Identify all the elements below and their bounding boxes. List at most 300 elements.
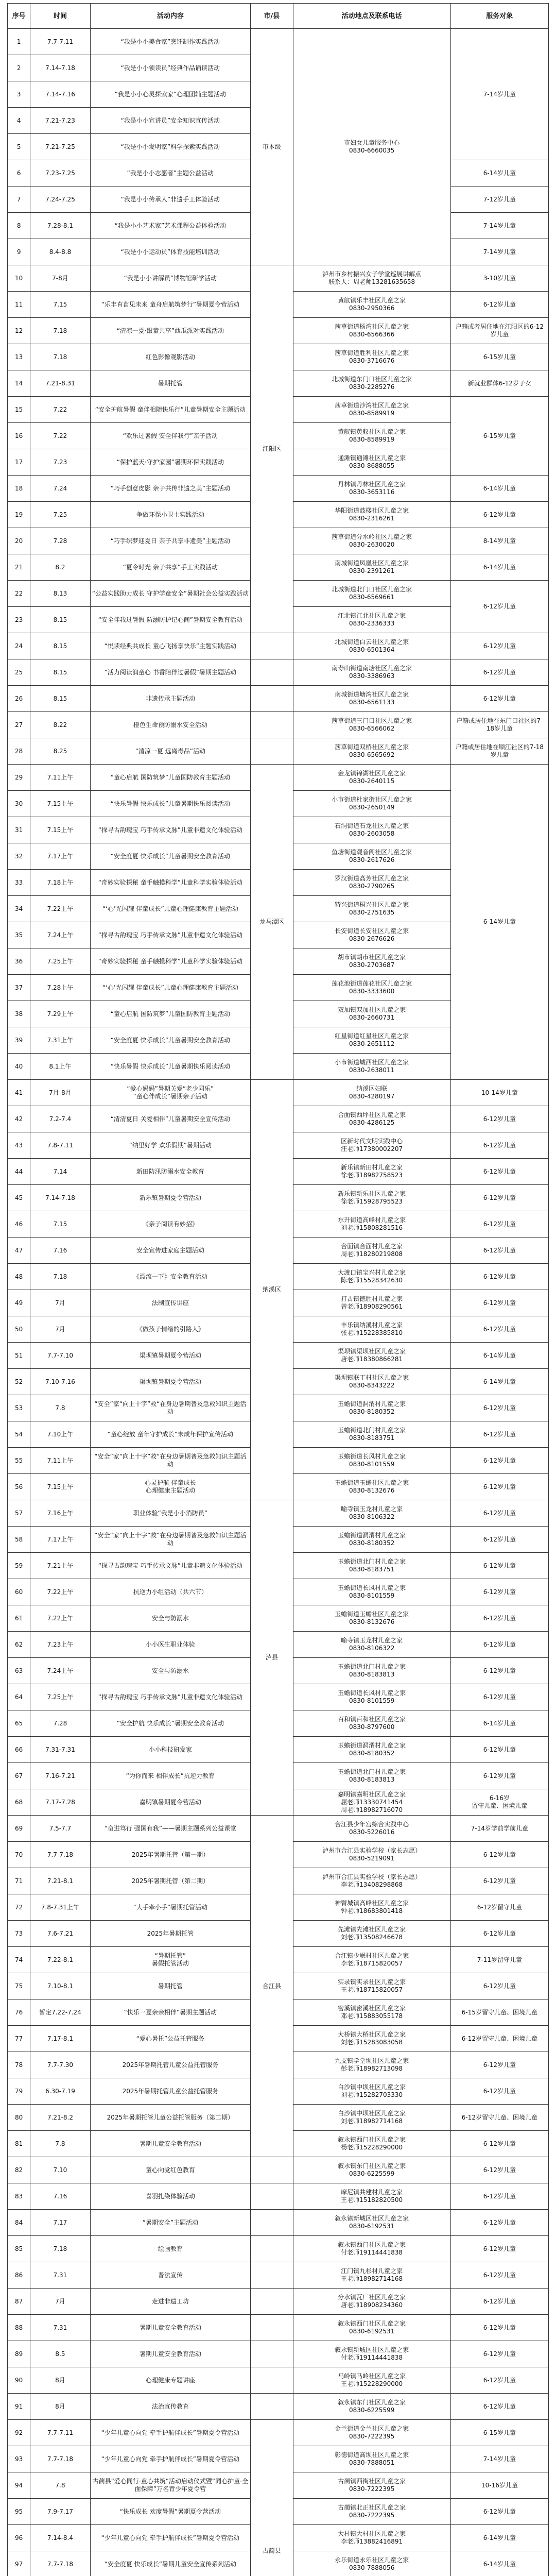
row-target: 6-14岁儿童 bbox=[450, 1343, 548, 1369]
row-content: “爱心暑托”公益托管服务 bbox=[90, 2026, 251, 2052]
table-body bbox=[8, 29, 549, 2576]
row-location: 纳溪区妇联 0830-4280197 bbox=[293, 1080, 450, 1106]
row-number: 90 bbox=[8, 2367, 30, 2394]
row-city bbox=[251, 2341, 293, 2367]
row-content: 职业体验“我是小小消防员” bbox=[90, 1500, 251, 1527]
row-location: 叙永镇西门社区儿童之家 付老师19114441838 bbox=[293, 2236, 450, 2262]
row-time: 7.8 bbox=[30, 2131, 90, 2157]
row-content: 渠坝镇暑期夏令营活动 bbox=[90, 1343, 251, 1369]
row-location: 喻寺镇玉龙村儿童之家 0830-8106322 bbox=[293, 1632, 450, 1658]
row-time: 7.7-7.11 bbox=[30, 29, 90, 55]
row-number: 19 bbox=[8, 502, 30, 528]
row-content: 安全宣传进家庭主题活动 bbox=[90, 1238, 251, 1264]
row-content: “快乐暑假 快乐成长”儿童暑期快乐阅读活动 bbox=[90, 791, 251, 817]
row-target: 6-15岁儿童 bbox=[450, 397, 548, 476]
row-location: 大桥镇大桥社区儿童之家 刘老师15283083058 bbox=[293, 2026, 450, 2052]
row-target: 6-14岁儿童 bbox=[450, 1710, 548, 1737]
row-location: 玉蟾街道玉蟾社区儿童之家 0830-8132676 bbox=[293, 1474, 450, 1500]
row-time: 7.15上午 bbox=[30, 791, 90, 817]
row-target: 户籍或者居住地在江阳区的6-12岁儿童 bbox=[450, 318, 548, 344]
row-target: 6-12岁儿童 bbox=[450, 2289, 548, 2315]
row-location: 白沙镇中坝社区儿童之家 刘老师15282703330 bbox=[293, 2078, 450, 2105]
row-time: 7.23上午 bbox=[30, 1632, 90, 1658]
row-time: 8.25 bbox=[30, 738, 90, 765]
row-time: 7.18 bbox=[30, 344, 90, 370]
table-row bbox=[8, 2183, 549, 2210]
table-row bbox=[8, 712, 549, 738]
row-location: 打古镇德胜村儿童之家 曾老师18908290561 bbox=[293, 1290, 450, 1316]
row-time: 暂定7.22-7.24 bbox=[30, 1999, 90, 2026]
row-number: 22 bbox=[8, 581, 30, 607]
row-city: 合江县 bbox=[251, 1816, 293, 2157]
row-number: 65 bbox=[8, 1710, 30, 1737]
row-number: 79 bbox=[8, 2078, 30, 2105]
row-number: 10 bbox=[8, 265, 30, 292]
row-location: 华阳街道鼓楼社区儿童之家 0830-2316261 bbox=[293, 502, 450, 528]
row-number: 50 bbox=[8, 1316, 30, 1343]
row-content: 暑期托管 bbox=[90, 370, 251, 397]
row-time: 7.23-7.25 bbox=[30, 160, 90, 187]
row-content: 2025年暑期托管（第二期） bbox=[90, 1868, 251, 1894]
row-target: 6-12岁儿童 bbox=[450, 1684, 548, 1710]
row-location: 叙永镇东门社区儿童之家 0830-6225599 bbox=[293, 2157, 450, 2183]
row-time: 7.22上午 bbox=[30, 896, 90, 922]
row-content: 《亲子阅读有妙招》 bbox=[90, 1211, 251, 1238]
row-target: 6-14岁儿童 bbox=[450, 1369, 548, 1395]
row-time: 7.15 bbox=[30, 292, 90, 318]
row-target: 6-12岁儿童 bbox=[450, 581, 548, 633]
row-number: 63 bbox=[8, 1658, 30, 1684]
row-location: 江门镇九杉村儿童之家 王老师18982714168 bbox=[293, 2262, 450, 2289]
row-target: 6-12岁儿童 bbox=[450, 1238, 548, 1264]
row-time: 7.8 bbox=[30, 2472, 90, 2499]
row-target: 7-11岁留守儿童 bbox=[450, 1947, 548, 1973]
row-city bbox=[251, 686, 293, 712]
row-content: “清凉一夏 远离毒品”活动 bbox=[90, 738, 251, 765]
row-number: 59 bbox=[8, 1553, 30, 1579]
row-number: 49 bbox=[8, 1290, 30, 1316]
row-city bbox=[251, 738, 293, 765]
row-target: 7-14岁儿童 bbox=[450, 2446, 548, 2472]
row-number: 92 bbox=[8, 2420, 30, 2446]
row-content: 古蔺县“爱心同行·童心共筑”活动启动仪式暨“同心护童·全面保障”万名青少年夏令营 bbox=[90, 2472, 251, 2499]
row-content: “快乐暑假 快乐成长”儿童暑期快乐阅读活动 bbox=[90, 1054, 251, 1080]
row-target: 6-12岁儿童 bbox=[450, 2157, 548, 2183]
row-city bbox=[251, 712, 293, 738]
row-content: 《漂流一下》安全教育活动 bbox=[90, 1264, 251, 1290]
row-number: 67 bbox=[8, 1763, 30, 1789]
table-row bbox=[8, 2420, 549, 2446]
row-time: 7.25 bbox=[30, 502, 90, 528]
row-target: 6-12岁儿童 bbox=[450, 1264, 548, 1290]
row-number: 80 bbox=[8, 2105, 30, 2131]
row-time: 8.15 bbox=[30, 607, 90, 633]
row-content: 红色影像观影活动 bbox=[90, 344, 251, 370]
row-time: 7.14 bbox=[30, 1159, 90, 1185]
row-time: 8.2 bbox=[30, 554, 90, 581]
row-time: 7.22 bbox=[30, 397, 90, 423]
row-content: 渠坝镇暑期夏令营活动 bbox=[90, 1369, 251, 1395]
row-time: 7.23 bbox=[30, 449, 90, 476]
row-content: “公益实践助力成长 守护学童安全”暑期社会公益实践活动 bbox=[90, 581, 251, 607]
header-time: 时间 bbox=[30, 4, 90, 29]
row-location: 百和镇百和社区儿童之家 0830-8797600 bbox=[293, 1710, 450, 1737]
row-number: 18 bbox=[8, 476, 30, 502]
row-city bbox=[251, 2236, 293, 2262]
row-location: 玉蟾街道洞渭村儿童之家 0830-8180352 bbox=[293, 1527, 450, 1553]
row-location: 喻寺镇玉龙村儿童之家 0830-8106322 bbox=[293, 1500, 450, 1527]
row-target: 6-12岁儿童 bbox=[450, 686, 548, 712]
row-city: 江阳区 bbox=[251, 265, 293, 633]
row-target: 6-12岁留守儿童 bbox=[450, 1894, 548, 1921]
row-time: 7.6-7.21 bbox=[30, 1921, 90, 1947]
row-target: 7-12岁儿童 bbox=[450, 187, 548, 213]
row-target: 6-12岁儿童 bbox=[450, 1316, 548, 1343]
row-location: 玉蟾街道北门村儿童之家 0830-8183751 bbox=[293, 1421, 450, 1448]
row-location: 合江县少年宫综合实践中心 0830-5226016 bbox=[293, 1816, 450, 1842]
row-content: 走进非遗工坊 bbox=[90, 2289, 251, 2315]
row-number: 86 bbox=[8, 2262, 30, 2289]
row-target: 6-12岁儿童 bbox=[450, 2394, 548, 2420]
row-number: 30 bbox=[8, 791, 30, 817]
row-time: 7.18上午 bbox=[30, 870, 90, 896]
row-time: 7.22上午 bbox=[30, 1605, 90, 1632]
row-location: 先滩镇先滩社区儿童之家 刘老师13508246678 bbox=[293, 1921, 450, 1947]
table-row bbox=[8, 2367, 549, 2394]
row-city bbox=[251, 2183, 293, 2210]
row-time: 7.25上午 bbox=[30, 948, 90, 975]
row-number: 31 bbox=[8, 817, 30, 843]
table-row bbox=[8, 1500, 549, 1527]
row-location: 南寿山街道南塘社区儿童之家 0830-3386963 bbox=[293, 659, 450, 686]
row-number: 8 bbox=[8, 213, 30, 239]
row-location: 玉蟾街道长风村儿童之家 0830-8101559 bbox=[293, 1448, 450, 1474]
row-time: 7.31 bbox=[30, 2315, 90, 2341]
row-number: 37 bbox=[8, 975, 30, 1001]
row-time: 7.21-8.2 bbox=[30, 2105, 90, 2131]
row-time: 7月-8月 bbox=[30, 1080, 90, 1106]
row-time: 8.15 bbox=[30, 633, 90, 659]
row-content: 2025年暑期托管儿童公益托管服务 bbox=[90, 2078, 251, 2105]
row-location: 泸州市合江县实验学校（家长志愿） 0830-5219091 bbox=[293, 1842, 450, 1868]
row-location: 丰乐镇纳溪村儿童之家 张老师15228385810 bbox=[293, 1316, 450, 1343]
row-number: 68 bbox=[8, 1789, 30, 1816]
row-number: 7 bbox=[8, 187, 30, 213]
row-location: 小市街道城西社区儿童之家 0830-2638011 bbox=[293, 1054, 450, 1080]
row-number: 64 bbox=[8, 1684, 30, 1710]
row-target: 6-15岁留守儿童、困境儿童 bbox=[450, 1999, 548, 2026]
row-target: 户籍或居住地在东门口社区的7-18岁儿童 bbox=[450, 712, 548, 738]
row-number: 40 bbox=[8, 1054, 30, 1080]
row-location: 玉蟾街道玉蟾社区儿童之家 0830-8132676 bbox=[293, 1605, 450, 1632]
row-time: 7.22-8.1 bbox=[30, 1947, 90, 1973]
row-number: 20 bbox=[8, 528, 30, 554]
row-time: 7.21-7.25 bbox=[30, 134, 90, 160]
row-content: “奋进笃行 强国有我”——暑期主题系列公益课堂 bbox=[90, 1816, 251, 1842]
row-number: 44 bbox=[8, 1159, 30, 1185]
row-content: “安全护航 快乐成长”暑期安全教育活动 bbox=[90, 1710, 251, 1737]
table-row bbox=[8, 2262, 549, 2289]
row-location: 分水镇瓦厂社区儿童之家 唐老师18908234360 bbox=[293, 2289, 450, 2315]
row-number: 1 bbox=[8, 29, 30, 55]
row-content: “爱心妈妈”暑期关爱“老少同乐” “童心伴成长”暑期亲子活动 bbox=[90, 1080, 251, 1106]
row-content: 法治宣传教育 bbox=[90, 2394, 251, 2420]
row-time: 7.18 bbox=[30, 318, 90, 344]
row-location: 永乐街道永乐社区儿童之家 0830-7888056 bbox=[293, 2551, 450, 2576]
row-content: “欢乐过暑假 安全伴我行”亲子活动 bbox=[90, 423, 251, 449]
row-number: 16 bbox=[8, 423, 30, 449]
activity-table bbox=[7, 3, 549, 2576]
row-number: 66 bbox=[8, 1737, 30, 1763]
row-target: 6-12岁儿童 bbox=[450, 1921, 548, 1947]
row-location: 玉蟾街道洞渭村儿童之家 0830-8180352 bbox=[293, 1737, 450, 1763]
row-target: 6-12岁儿童 bbox=[450, 1500, 548, 1527]
row-target: 新就业群体6-12岁子女 bbox=[450, 370, 548, 397]
row-city: 龙马潭区 bbox=[251, 765, 293, 1080]
row-location: 南城街道塘湾社区儿童之家 0830-6561133 bbox=[293, 686, 450, 712]
row-time: 7.28 bbox=[30, 1710, 90, 1737]
row-location: 合江镇少岷村社区儿童之家 李老师18715820057 bbox=[293, 1947, 450, 1973]
row-time: 7.5-7.7 bbox=[30, 1816, 90, 1842]
row-city bbox=[251, 2315, 293, 2341]
row-number: 5 bbox=[8, 134, 30, 160]
row-location: 实录镇实录社区儿童之家 王老师18715820057 bbox=[293, 1973, 450, 1999]
table-row bbox=[8, 265, 549, 292]
row-target: 3-10岁儿童 bbox=[450, 265, 548, 292]
row-content: 法制宣传讲座 bbox=[90, 1290, 251, 1316]
row-content: 暑期儿童安全教育活动 bbox=[90, 2341, 251, 2367]
row-content: 小小医生职业体验 bbox=[90, 1632, 251, 1658]
row-time: 8.1上午 bbox=[30, 1054, 90, 1080]
row-number: 38 bbox=[8, 1001, 30, 1027]
row-number: 34 bbox=[8, 896, 30, 922]
row-time: 7.10 bbox=[30, 2157, 90, 2183]
row-content: “安全度夏 快乐成长”儿童暑期安全教育活动 bbox=[90, 843, 251, 870]
row-content: “我是小小讲解员”博物馆研学活动 bbox=[90, 265, 251, 292]
header-no: 序号 bbox=[8, 4, 30, 29]
row-content: “为你而来 相伴成长”抗逆力教育 bbox=[90, 1763, 251, 1789]
row-number: 53 bbox=[8, 1395, 30, 1421]
row-number: 71 bbox=[8, 1868, 30, 1894]
row-content: 童心向党红色教育 bbox=[90, 2157, 251, 2183]
row-number: 21 bbox=[8, 554, 30, 581]
row-location: 莲花池街道莲花社区儿童之家 0830-3333600 bbox=[293, 975, 450, 1001]
row-number: 25 bbox=[8, 659, 30, 686]
row-location: 新乐镇新田村儿童之家 徐老师18982758523 bbox=[293, 1159, 450, 1185]
row-location: 神臂城镇高峰社区儿童之家 钟老师18683801418 bbox=[293, 1894, 450, 1921]
table-row bbox=[8, 1816, 549, 1842]
row-time: 8.15 bbox=[30, 686, 90, 712]
row-time: 7.16-7.21 bbox=[30, 1763, 90, 1789]
row-number: 41 bbox=[8, 1080, 30, 1106]
row-time: 7月 bbox=[30, 1290, 90, 1316]
row-content: 心灵护航 伴童成长 心理健康主题活动 bbox=[90, 1474, 251, 1500]
row-location: 玉蟾街道北门村儿童之家 0830-8183813 bbox=[293, 1763, 450, 1789]
row-content: 《做孩子情绪的引路人》 bbox=[90, 1316, 251, 1343]
row-target: 6-12岁儿童 bbox=[450, 2131, 548, 2157]
row-target: 户籍或居住地在顺江社区的7-18岁儿童 bbox=[450, 738, 548, 765]
row-number: 81 bbox=[8, 2131, 30, 2157]
row-location: 叙永镇西门社区儿童之家 0830-6192531 bbox=[293, 2315, 450, 2341]
row-time: 7.14-8.4 bbox=[30, 2525, 90, 2551]
row-time: 7.17-8.1 bbox=[30, 2026, 90, 2052]
row-number: 97 bbox=[8, 2551, 30, 2576]
table-row bbox=[8, 2315, 549, 2341]
row-time: 7.7-7.18 bbox=[30, 2551, 90, 2576]
row-content: 非遗传承主题活动 bbox=[90, 686, 251, 712]
row-location: 通滩镇通滩社区儿童之家 0830-8688055 bbox=[293, 449, 450, 476]
row-content: “安全”家“向上十字”救“在身边暑期普及急救知识主题活动 bbox=[90, 1395, 251, 1421]
row-content: “纳里好学 欢乐假期”暑期活动 bbox=[90, 1132, 251, 1159]
row-time: 7.21-7.23 bbox=[30, 108, 90, 134]
row-location: 区新时代文明实践中心 汪老师17380002207 bbox=[293, 1132, 450, 1159]
row-number: 33 bbox=[8, 870, 30, 896]
row-location: 泸州市乡村振兴女子学堂巡展讲解点 联系人：周老师13281635658 bbox=[293, 265, 450, 292]
row-content: 普法宣传 bbox=[90, 2262, 251, 2289]
row-time: 7.7-7.30 bbox=[30, 2052, 90, 2078]
row-time: 7.17上午 bbox=[30, 843, 90, 870]
row-number: 96 bbox=[8, 2525, 30, 2551]
row-target: 6-12岁儿童 bbox=[450, 1973, 548, 1999]
row-number: 23 bbox=[8, 607, 30, 633]
row-content: “‘心’光闪耀 伴童成长”儿童心理健康教育主题活动 bbox=[90, 975, 251, 1001]
row-target: 6-16岁 留守儿童、困境儿童 bbox=[450, 1789, 548, 1816]
row-target: 6-12岁儿童 bbox=[450, 1448, 548, 1474]
row-location: 罗汉街道高芳社区儿童之家 0830-2790265 bbox=[293, 870, 450, 896]
row-time: 7.16 bbox=[30, 2183, 90, 2210]
row-time: 7.21上午 bbox=[30, 1553, 90, 1579]
row-target: 6-15岁儿童 bbox=[450, 344, 548, 370]
row-location: 黄舣镇黄舣社区儿童之家 0830-8589919 bbox=[293, 423, 450, 449]
row-number: 6 bbox=[8, 160, 30, 187]
row-target: 8-14岁儿童 bbox=[450, 528, 548, 554]
row-content: “安全护航暑假 童伴相随快乐行”儿童暑期安全主题活动 bbox=[90, 397, 251, 423]
row-content: 2025年暑期托管儿童公益托管服务 bbox=[90, 2052, 251, 2078]
row-time: 7.16上午 bbox=[30, 1500, 90, 1527]
row-target: 6-12岁儿童 bbox=[450, 1106, 548, 1132]
row-target: 6-12岁儿童 bbox=[450, 659, 548, 686]
row-time: 7.17上午 bbox=[30, 1527, 90, 1553]
row-city bbox=[251, 2289, 293, 2315]
row-content: 2025年暑期托管（第一期） bbox=[90, 1842, 251, 1868]
table-row bbox=[8, 738, 549, 765]
row-city: 古蔺县 bbox=[251, 2420, 293, 2576]
row-location: 白沙镇中坝社区儿童之家 刘老师18982714168 bbox=[293, 2105, 450, 2131]
row-content: “‘心’光闪耀 伴童成长”儿童心理健康教育主题活动 bbox=[90, 896, 251, 922]
row-number: 24 bbox=[8, 633, 30, 659]
row-location: 金兰街道金兰社区儿童之家 0830-7222395 bbox=[293, 2420, 450, 2446]
row-time: 7.15上午 bbox=[30, 1474, 90, 1500]
row-number: 11 bbox=[8, 292, 30, 318]
row-location: 小市街道杜家街社区儿童之家 0830-2650149 bbox=[293, 791, 450, 817]
row-target: 7-14岁儿童 bbox=[450, 213, 548, 239]
row-time: 7.15 bbox=[30, 1211, 90, 1238]
table-row bbox=[8, 765, 549, 791]
row-time: 7.16 bbox=[30, 1238, 90, 1264]
table-row bbox=[8, 2157, 549, 2183]
row-time: 7.24 bbox=[30, 476, 90, 502]
row-number: 87 bbox=[8, 2289, 30, 2315]
row-time: 7.28 bbox=[30, 528, 90, 554]
row-city bbox=[251, 2394, 293, 2420]
table-row bbox=[8, 2210, 549, 2236]
row-content: “巧手创意皮影 亲子共传非遗之美”主题活动 bbox=[90, 476, 251, 502]
row-content: “探寻古韵瑰宝 巧手传承文脉”儿童非遗文化体验活动 bbox=[90, 817, 251, 843]
row-time: 7.24-7.25 bbox=[30, 187, 90, 213]
row-content: “少年儿童心向党 牵手护航伴成长”暑期夏令营活动 bbox=[90, 2446, 251, 2472]
header-location: 活动地点及联系电话 bbox=[293, 4, 450, 29]
row-target: 6-12岁儿童 bbox=[450, 1737, 548, 1763]
row-content: “乐丰育苗见未来 童舟启航筑梦行”暑期夏令营活动 bbox=[90, 292, 251, 318]
row-location: 九支镇学堂坝社区儿童之家 彭老师18982713098 bbox=[293, 2052, 450, 2078]
row-location: 大村镇大村社区儿童之家 李老师13882416891 bbox=[293, 2525, 450, 2551]
row-time: 7.8-7.11 bbox=[30, 1132, 90, 1159]
row-location: 北城街道北门口社区儿童之家 0830-6569661 bbox=[293, 581, 450, 607]
row-city: 市本级 bbox=[251, 29, 293, 265]
row-target: 10-14岁儿童 bbox=[450, 1080, 548, 1106]
row-number: 75 bbox=[8, 1973, 30, 1999]
row-city: 泸县 bbox=[251, 1500, 293, 1816]
row-target: 6-12岁儿童 bbox=[450, 502, 548, 528]
row-number: 32 bbox=[8, 843, 30, 870]
row-target: 6-14岁儿童 bbox=[450, 476, 548, 502]
row-number: 13 bbox=[8, 344, 30, 370]
row-content: “童心启航 国防筑梦”儿童国防教育主题活动 bbox=[90, 1001, 251, 1027]
row-target: 6-12岁儿童 bbox=[450, 1553, 548, 1579]
row-content: “我是小小志愿者”主题公益活动 bbox=[90, 160, 251, 187]
row-number: 58 bbox=[8, 1527, 30, 1553]
row-content: 安全与防溺水 bbox=[90, 1605, 251, 1632]
row-time: 7.24上午 bbox=[30, 922, 90, 948]
row-location: 南城街道凤凰社区儿童之家 0830-2391261 bbox=[293, 554, 450, 581]
row-time: 7.31-7.31 bbox=[30, 1737, 90, 1763]
row-target: 6-12岁儿童 bbox=[450, 633, 548, 659]
row-location: 渠坝镇联丁村社区儿童之家 0830-8343222 bbox=[293, 1369, 450, 1395]
row-content: “我是小小艺术家”艺术课程公益体验活动 bbox=[90, 213, 251, 239]
row-time: 7.28上午 bbox=[30, 975, 90, 1001]
row-target: 6-12岁儿童 bbox=[450, 1763, 548, 1789]
row-time: 7.24上午 bbox=[30, 1658, 90, 1684]
row-number: 39 bbox=[8, 1027, 30, 1054]
row-number: 93 bbox=[8, 2446, 30, 2472]
row-target: 6-12岁儿童 bbox=[450, 2236, 548, 2262]
row-number: 2 bbox=[8, 55, 30, 81]
row-content: “少年儿童心向党 牵手护航伴成长”暑期夏令营活动 bbox=[90, 2525, 251, 2551]
row-time: 7.14-7.18 bbox=[30, 55, 90, 81]
table-row bbox=[8, 633, 549, 659]
row-number: 77 bbox=[8, 2026, 30, 2052]
row-content: 2025年暑期托管 bbox=[90, 1921, 251, 1947]
row-location: 茜草街道杨湾社区儿童之家 0830-6566366 bbox=[293, 318, 450, 344]
row-time: 8.5 bbox=[30, 2341, 90, 2367]
activity-table-container bbox=[7, 3, 549, 2576]
row-target: 6-12岁儿童 bbox=[450, 1842, 548, 1868]
row-number: 26 bbox=[8, 686, 30, 712]
row-number: 29 bbox=[8, 765, 30, 791]
row-time: 7.7-7.18 bbox=[30, 2446, 90, 2472]
row-target: 7-14岁学前学前儿童 bbox=[450, 1816, 548, 1842]
row-target: 6-12岁儿童 bbox=[450, 2315, 548, 2341]
row-content: 新田防汛防溺水安全教育 bbox=[90, 1159, 251, 1185]
row-location: 茜草街道胜利社区儿童之家 0830-3716676 bbox=[293, 344, 450, 370]
table-row bbox=[8, 29, 549, 55]
row-content: 绘画教育 bbox=[90, 2236, 251, 2262]
row-number: 45 bbox=[8, 1185, 30, 1211]
row-number: 35 bbox=[8, 922, 30, 948]
row-number: 3 bbox=[8, 81, 30, 108]
row-content: “我是小小宣讲员”安全知识宣传活动 bbox=[90, 108, 251, 134]
row-location: 彰德街道高坝社区儿童之家 0830-7888051 bbox=[293, 2446, 450, 2472]
